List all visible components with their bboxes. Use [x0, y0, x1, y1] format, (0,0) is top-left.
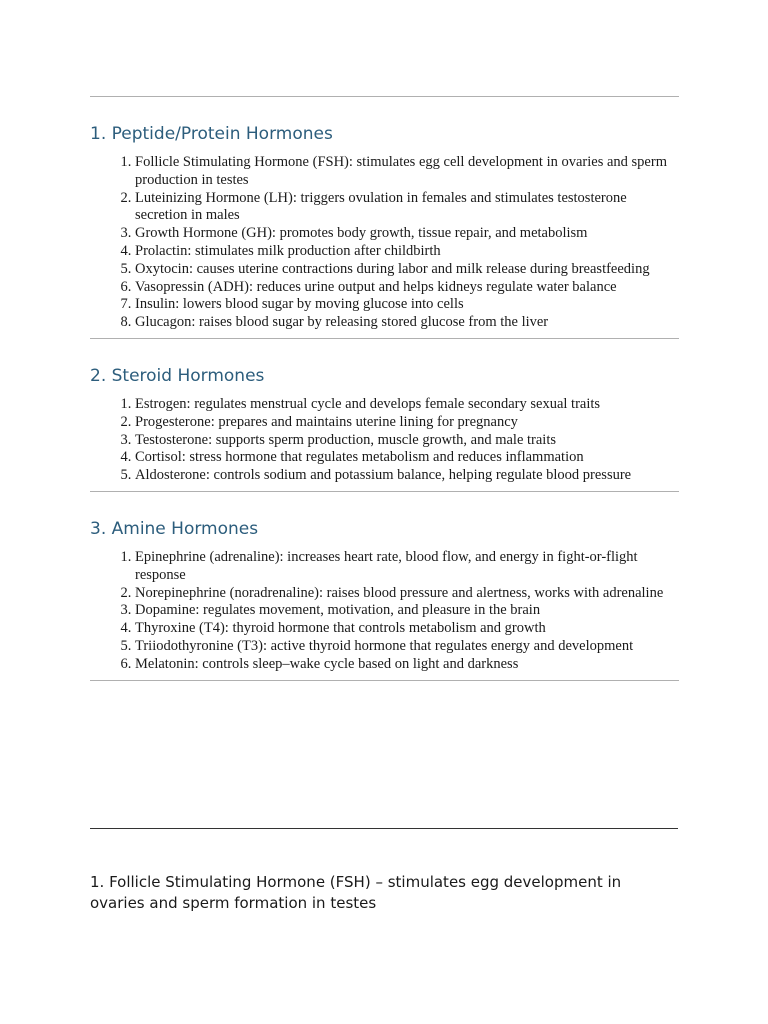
list-item: 3. Testosterone: supports sperm production, muscle growth, and male traits	[135, 432, 679, 450]
next-page-paragraph: 1. Follicle Stimulating Hormone (FSH) – stimulates egg development in ovaries and sperm formation in testes	[90, 873, 622, 912]
list-item: 1. Epinephrine (adrenaline): increases heart rate, blood flow, and energy in fight-or-flight response	[135, 549, 679, 585]
section-divider	[90, 338, 679, 339]
list-item: 2. Norepinephrine (noradrenaline): raises blood pressure and alertness, works with adrenaline	[135, 585, 679, 603]
list-item: 7. Insulin: lowers blood sugar by moving glucose into cells	[135, 296, 679, 314]
list-item: 6. Vasopressin (ADH): reduces urine output and helps kidneys regulate water balance	[135, 279, 679, 297]
hormone-list	[90, 154, 679, 332]
section-heading: 1. Peptide/Protein Hormones	[90, 124, 333, 144]
document-page	[90, 96, 679, 681]
list-item: 8. Glucagon: raises blood sugar by releasing stored glucose from the liver	[135, 314, 679, 332]
top-divider	[90, 96, 679, 97]
list-item: 3. Dopamine: regulates movement, motivation, and pleasure in the brain	[135, 602, 679, 620]
section-amine-hormones	[90, 518, 679, 681]
section-divider	[90, 680, 679, 681]
list-item: 1. Estrogen: regulates menstrual cycle and develops female secondary sexual traits	[135, 396, 679, 414]
list-item: 2. Progesterone: prepares and maintains uterine lining for pregnancy	[135, 414, 679, 432]
list-item: 4. Cortisol: stress hormone that regulates metabolism and reduces inflammation	[135, 449, 679, 467]
section-peptide-protein-hormones	[90, 123, 679, 339]
list-item: 5. Aldosterone: controls sodium and potassium balance, helping regulate blood pressure	[135, 467, 679, 485]
list-item: 5. Triiodothyronine (T3): active thyroid hormone that regulates energy and development	[135, 638, 679, 656]
section-heading: 3. Amine Hormones	[90, 518, 259, 539]
list-item: 6. Melatonin: controls sleep–wake cycle based on light and darkness	[135, 656, 679, 674]
list-item: 3. Growth Hormone (GH): promotes body growth, tissue repair, and metabolism	[135, 225, 679, 243]
section-steroid-hormones	[90, 365, 679, 492]
list-item: 4. Thyroxine (T4): thyroid hormone that controls metabolism and growth	[135, 620, 679, 638]
list-item: 2. Luteinizing Hormone (LH): triggers ovulation in females and stimulates testosterone secretion in males	[135, 190, 679, 226]
list-item: 1. Follicle Stimulating Hormone (FSH): stimulates egg cell development in ovaries and sperm production in testes	[135, 154, 679, 190]
list-item: 5. Oxytocin: causes uterine contractions during labor and milk release during breastfeeding	[135, 261, 679, 279]
page-break-divider	[90, 828, 678, 829]
list-item: 4. Prolactin: stimulates milk production after childbirth	[135, 243, 679, 261]
hormone-list	[90, 396, 679, 485]
section-heading: 2. Steroid Hormones	[90, 365, 265, 386]
hormone-list	[90, 549, 679, 674]
section-divider	[90, 491, 679, 492]
